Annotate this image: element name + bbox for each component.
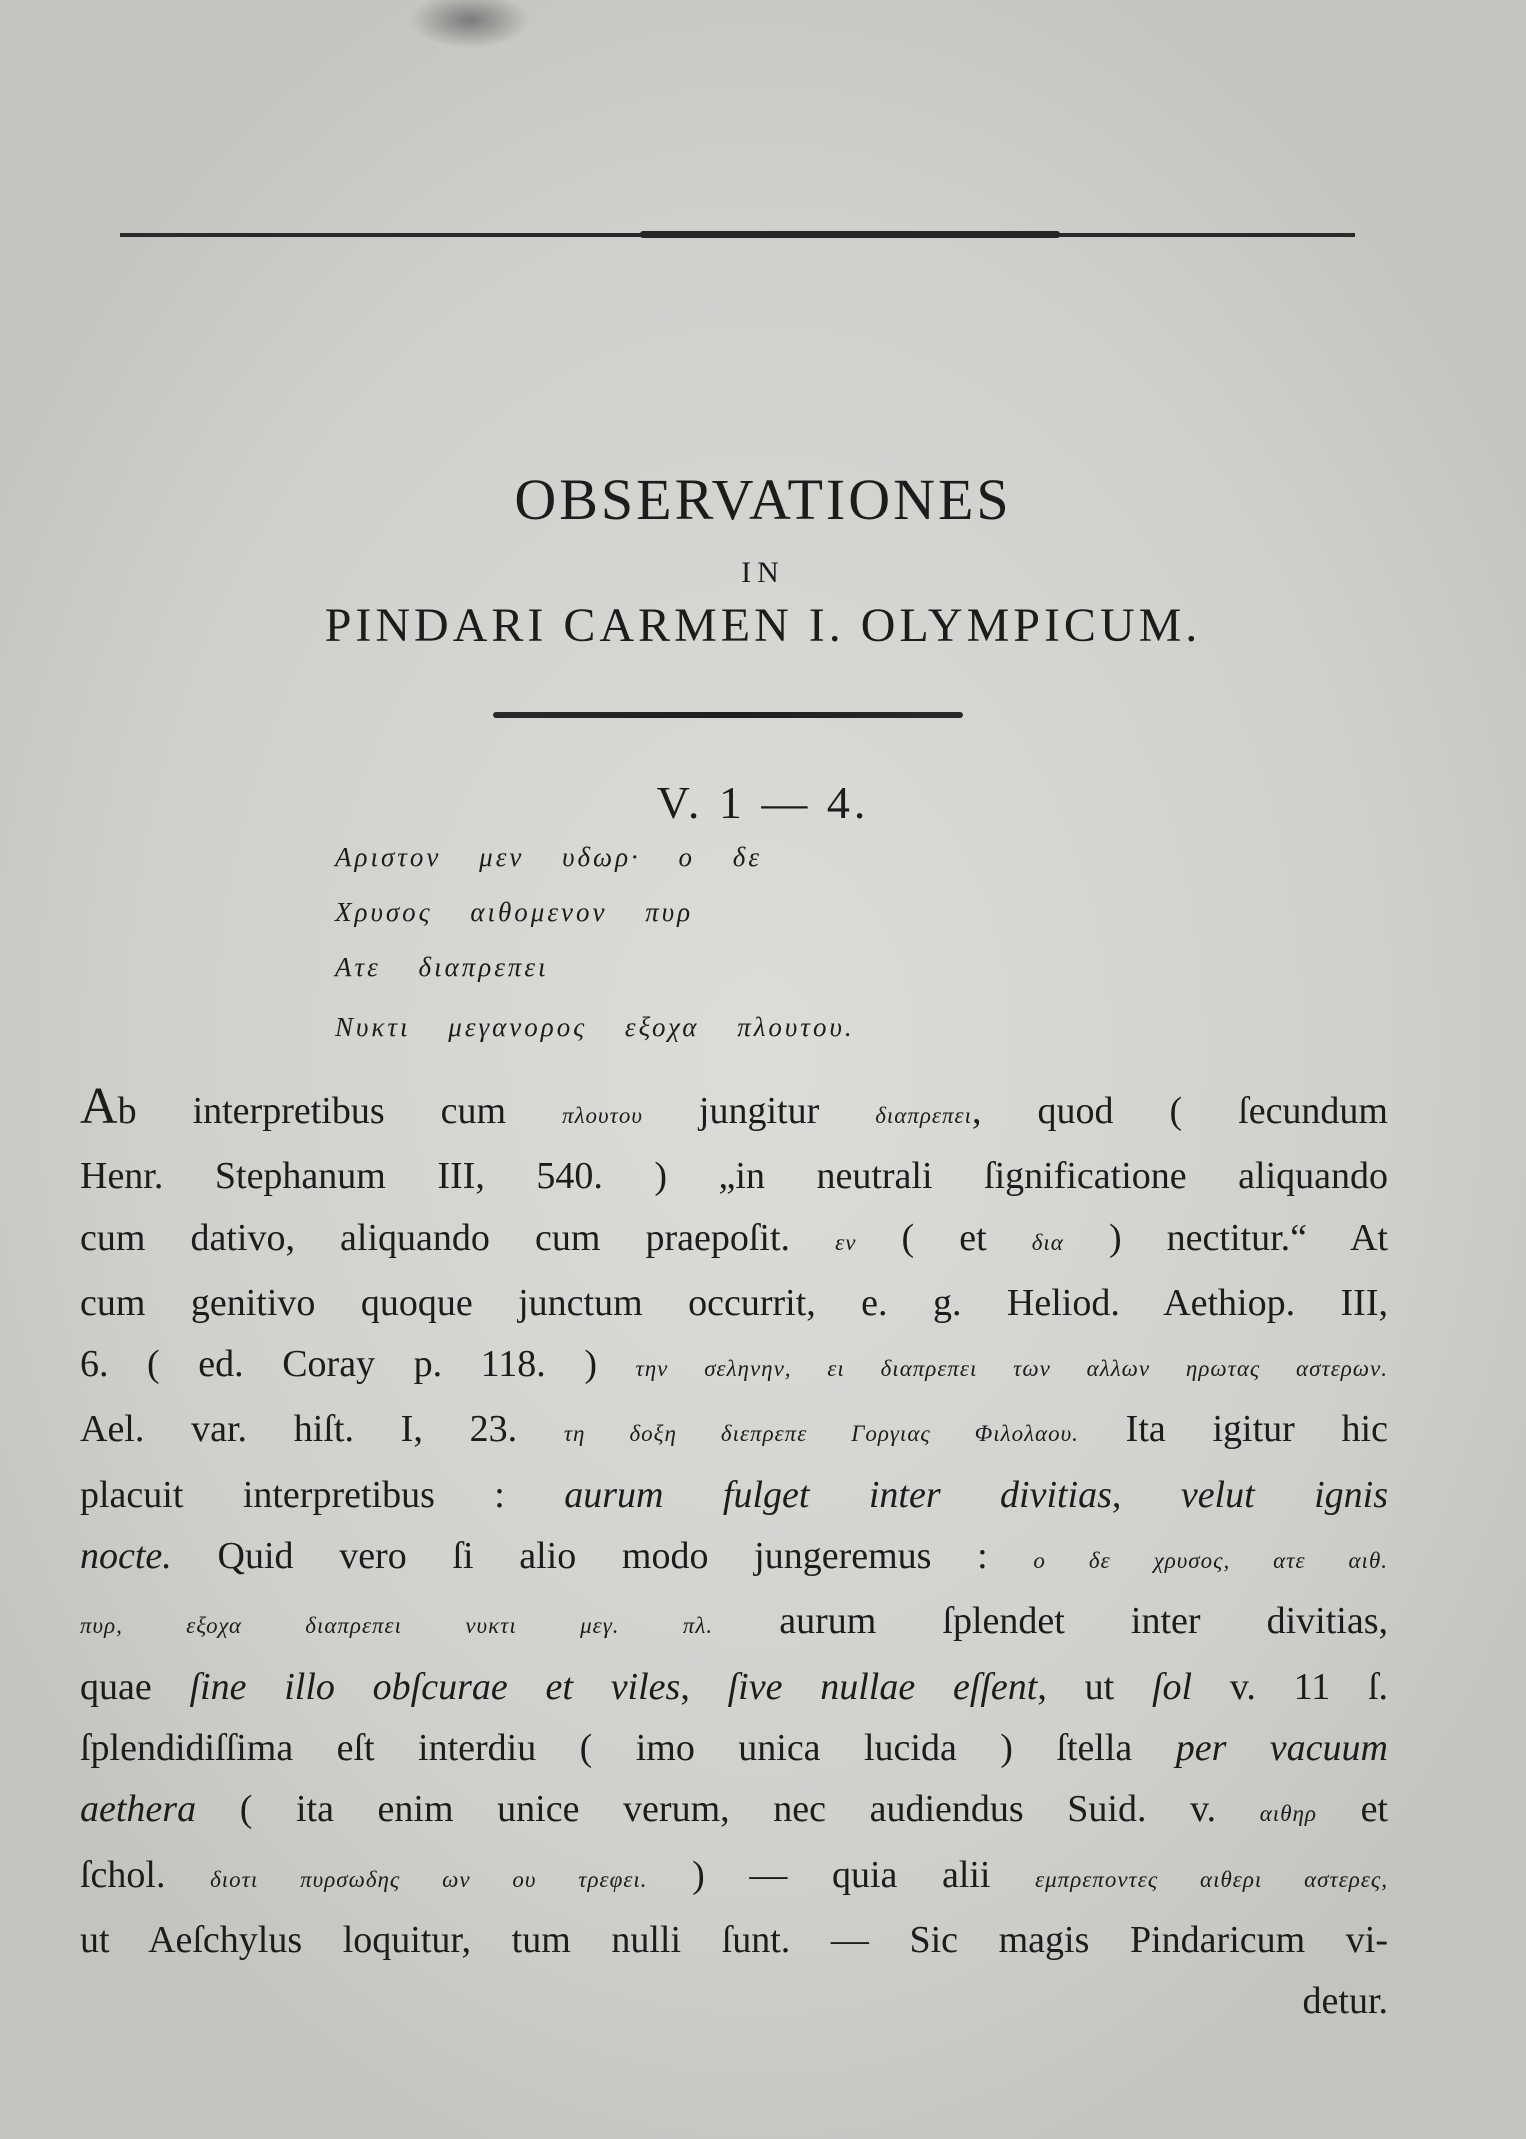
text-run: aurum ſplendet inter divitias, xyxy=(713,1600,1388,1643)
greek-quote: τη δοξη διεπρεπε Γοργιας Φιλολαου. xyxy=(563,1421,1079,1447)
title-connector: IN xyxy=(741,556,785,589)
text-run: , quod ( ſecundum xyxy=(971,1090,1388,1132)
initial-letter: A xyxy=(80,1078,118,1135)
text-run: , xyxy=(680,1665,728,1708)
italic-phrase: nocte. xyxy=(80,1535,172,1578)
top-rule-thick-part xyxy=(640,231,1060,238)
text-run: ( ita enim unice verum, nec audiendus Suid. v. xyxy=(196,1788,1260,1831)
italic-phrase: aurum fulget inter divitias xyxy=(564,1473,1112,1516)
text-run: quae xyxy=(80,1665,190,1708)
text-run: cum dativo, aliquando cum praepoſit. xyxy=(80,1216,836,1259)
text-run: ) nectitur.“ At xyxy=(1063,1216,1388,1259)
text-run: Ita igitur hic xyxy=(1078,1408,1388,1451)
greek-verse-line-2: Χρυσος αιθομενον πυρ xyxy=(335,897,694,927)
greek-quote: εν xyxy=(835,1229,857,1255)
greek-verse-line-1: Αριστον μεν υδωρ· ο δε xyxy=(335,842,762,872)
text-run: Henr. Stephanum III, 540. ) „in neutrali ſignificatione aliquando xyxy=(80,1155,1388,1198)
text-run: , xyxy=(1111,1473,1181,1516)
text-run: detur. xyxy=(1302,1980,1388,2023)
text-line xyxy=(80,1971,1388,2032)
middle-rule xyxy=(493,712,963,718)
text-run: et xyxy=(1316,1788,1388,1831)
verse-reference: V. 1 — 4. xyxy=(656,777,870,828)
greek-quote: την σεληνην, ει διαπρεπει των αλλων ηρωτας αστερων. xyxy=(635,1356,1388,1382)
text-run: ) — quia alii xyxy=(647,1853,1036,1896)
greek-quote: εμπρεποντες αιθερι αστερες, xyxy=(1035,1866,1388,1892)
text-line xyxy=(80,1076,1388,1146)
text-run: Quid vero ſi alio modo jungeremus : xyxy=(171,1535,1034,1578)
text-run: ſchol. xyxy=(80,1853,211,1896)
text-run: Ael. var. hiſt. I, 23. xyxy=(80,1408,564,1451)
text-run: ( et xyxy=(856,1216,1032,1259)
text-line xyxy=(80,1657,1388,1718)
greek-quote: διαπρεπει xyxy=(875,1103,972,1128)
greek-verse-line-3: Ατε διαπρεπει xyxy=(335,952,549,982)
greek-quote: ο δε χρυσος, ατε αιθ. xyxy=(1033,1548,1388,1574)
greek-quote: διοτι πυρσωδης ων ου τρεφει. xyxy=(210,1866,648,1892)
page-title: OBSERVATIONES xyxy=(514,467,1012,532)
text-line xyxy=(80,1845,1388,1910)
text-run: b interpretibus cum xyxy=(117,1090,563,1132)
text-line xyxy=(80,1718,1388,1779)
text-line xyxy=(80,1910,1388,1971)
text-run: jungitur xyxy=(642,1090,876,1132)
text-line xyxy=(80,1334,1388,1399)
italic-phrase: ſine illo obſcurae et viles xyxy=(189,1665,681,1708)
text-run: cum genitivo quoque junctum occurrit, e. g. Heliod. Aethiop. III, xyxy=(80,1281,1388,1324)
text-run: ut Aeſchylus loquitur, tum nulli ſunt. — Sic magis Pindaricum vi- xyxy=(80,1918,1388,1961)
italic-phrase: per vacuum xyxy=(1175,1726,1388,1769)
text-run: ſplendidiſſima eſt interdiu ( imo unica lucida ) ſtella xyxy=(80,1726,1176,1769)
page-subtitle: PINDARI CARMEN I. OLYMPICUM. xyxy=(324,599,1202,652)
italic-phrase: ſol xyxy=(1151,1665,1193,1708)
top-rule xyxy=(120,233,1355,237)
greek-quote: αιθηρ xyxy=(1259,1801,1317,1827)
text-line xyxy=(80,1208,1388,1273)
text-line xyxy=(80,1779,1388,1844)
text-line xyxy=(80,1273,1388,1334)
italic-phrase: velut ignis xyxy=(1180,1473,1388,1516)
text-line xyxy=(80,1591,1388,1656)
greek-verse-line-4: Νυκτι μεγανορος εξοχα πλουτου. xyxy=(335,1012,855,1042)
text-run: , ut xyxy=(1037,1665,1152,1708)
text-line xyxy=(80,1526,1388,1591)
italic-phrase: aethera xyxy=(80,1788,197,1831)
greek-quote: πυρ, εξοχα διαπρεπει νυκτι μεγ. πλ. xyxy=(80,1613,714,1639)
greek-quote: δια xyxy=(1031,1229,1064,1255)
greek-quote: πλουτου xyxy=(562,1103,643,1128)
commentary-paragraph xyxy=(80,1076,1388,2032)
text-run: placuit interpretibus : xyxy=(80,1473,565,1516)
text-run: v. 11 ſ. xyxy=(1192,1665,1389,1708)
italic-phrase: ſive nullae eſſent xyxy=(727,1665,1038,1708)
text-line xyxy=(80,1465,1388,1526)
text-line xyxy=(80,1399,1388,1464)
text-run: 6. ( ed. Coray p. 118. ) xyxy=(80,1343,636,1386)
text-line xyxy=(80,1146,1388,1207)
